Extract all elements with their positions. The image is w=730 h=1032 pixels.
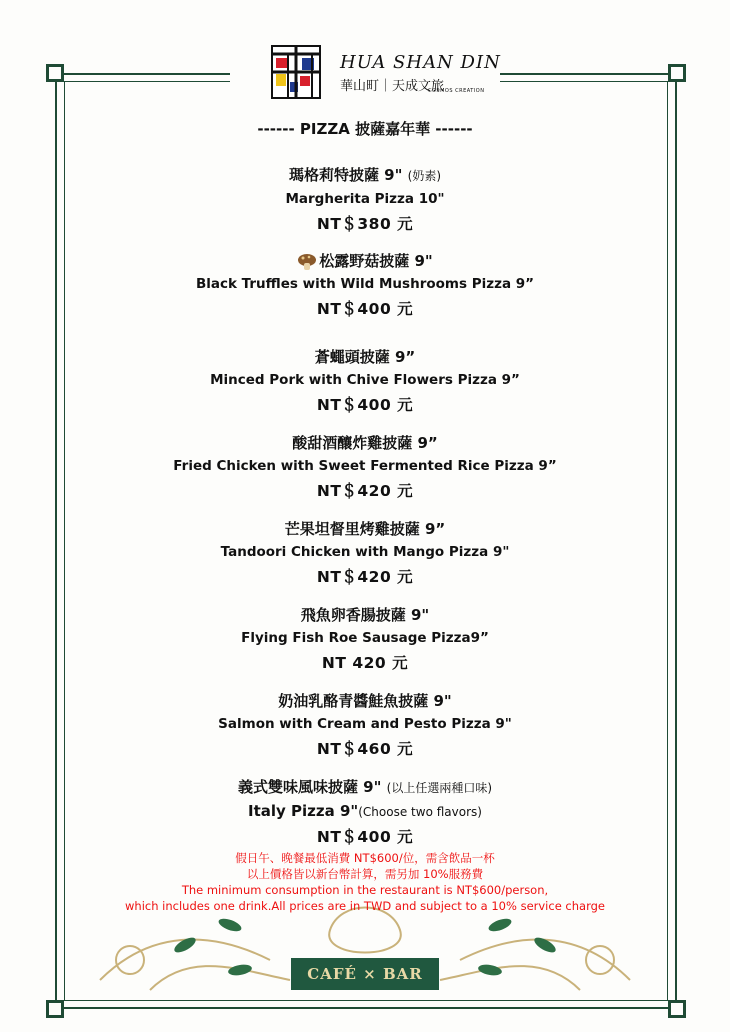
item-name-zh: 奶油乳酪青醬鮭魚披薩 9" (278, 692, 452, 710)
item-price: NT＄400 元 (316, 828, 414, 846)
item-price: NT＄400 元 (316, 396, 414, 414)
item-name-zh: 酸甜酒釀炸雞披薩 9” (292, 434, 438, 452)
menu-item (0, 250, 730, 322)
note-line: 以上價格皆以新台幣計算，需另加 10%服務費 (246, 867, 484, 881)
item-price: NT＄380 元 (316, 215, 414, 233)
item-name-zh: 蒼蠅頭披薩 9” (314, 348, 416, 366)
item-price: NT 420 元 (321, 654, 409, 672)
cafe-bar-badge: CAFÉ × BAR (291, 958, 439, 990)
item-name-en: Minced Pork with Chive Flowers Pizza 9” (210, 372, 520, 388)
note-line: 假日午、晚餐最低消費 NT$600/位，需含飲品一杯 (235, 851, 495, 865)
item-price: NT＄400 元 (316, 300, 414, 318)
menu-item (0, 604, 730, 676)
brand-block (340, 52, 501, 94)
menu-item (0, 690, 730, 762)
item-name-en: Salmon with Cream and Pesto Pizza 9" (218, 716, 512, 732)
notes-block (0, 850, 730, 914)
corner-ornament (668, 1000, 686, 1018)
brand-subtitle: COSMOS CREATION (428, 88, 485, 94)
item-name-en: Margherita Pizza 10" (285, 191, 445, 207)
item-price: NT＄460 元 (316, 740, 414, 758)
item-note-zh: (以上任選兩種口味) (386, 781, 493, 795)
item-name-en: Italy Pizza 9" (248, 802, 359, 820)
menu-item (0, 346, 730, 418)
item-name-zh: 松露野菇披薩 9" (319, 252, 433, 270)
corner-ornament (668, 64, 686, 82)
corner-ornament (46, 1000, 64, 1018)
menu-item (0, 164, 730, 237)
item-name-zh: 飛魚卵香腸披薩 9" (300, 606, 430, 624)
item-name-en: Black Truffles with Wild Mushrooms Pizza 9” (195, 276, 535, 292)
item-name-en: Flying Fish Roe Sausage Pizza9” (241, 630, 489, 646)
item-name-zh: 瑪格莉特披薩 9" (288, 166, 403, 184)
menu-item (0, 518, 730, 590)
item-price: NT＄420 元 (316, 568, 414, 586)
section-title: ------ PIZZA 披薩嘉年華 ------ (257, 120, 473, 138)
menu-item (0, 432, 730, 504)
logo-icon (270, 44, 322, 100)
item-note-zh: (奶素) (407, 169, 442, 183)
item-price: NT＄420 元 (316, 482, 414, 500)
corner-ornament (46, 64, 64, 82)
item-note-en: (Choose two flavors) (358, 805, 482, 819)
item-name-en: Fried Chicken with Sweet Fermented Rice Pizza 9” (173, 458, 557, 474)
brand-name-zh: 華山町｜天成文旅 (340, 79, 445, 94)
menu-item (0, 776, 730, 850)
note-line: which includes one drink.All prices are in TWD and subject to a 10% service charge (125, 899, 605, 913)
item-name-en: Tandoori Chicken with Mango Pizza 9" (220, 544, 510, 560)
item-name-zh: 芒果坦督里烤雞披薩 9” (284, 520, 446, 538)
item-name-zh: 義式雙味風味披薩 9" (237, 778, 382, 796)
note-line: The minimum consumption in the restaurant is NT$600/person, (181, 883, 549, 897)
brand-name-en: HUA SHAN DIN (340, 52, 501, 73)
mushroom-icon (297, 253, 317, 271)
